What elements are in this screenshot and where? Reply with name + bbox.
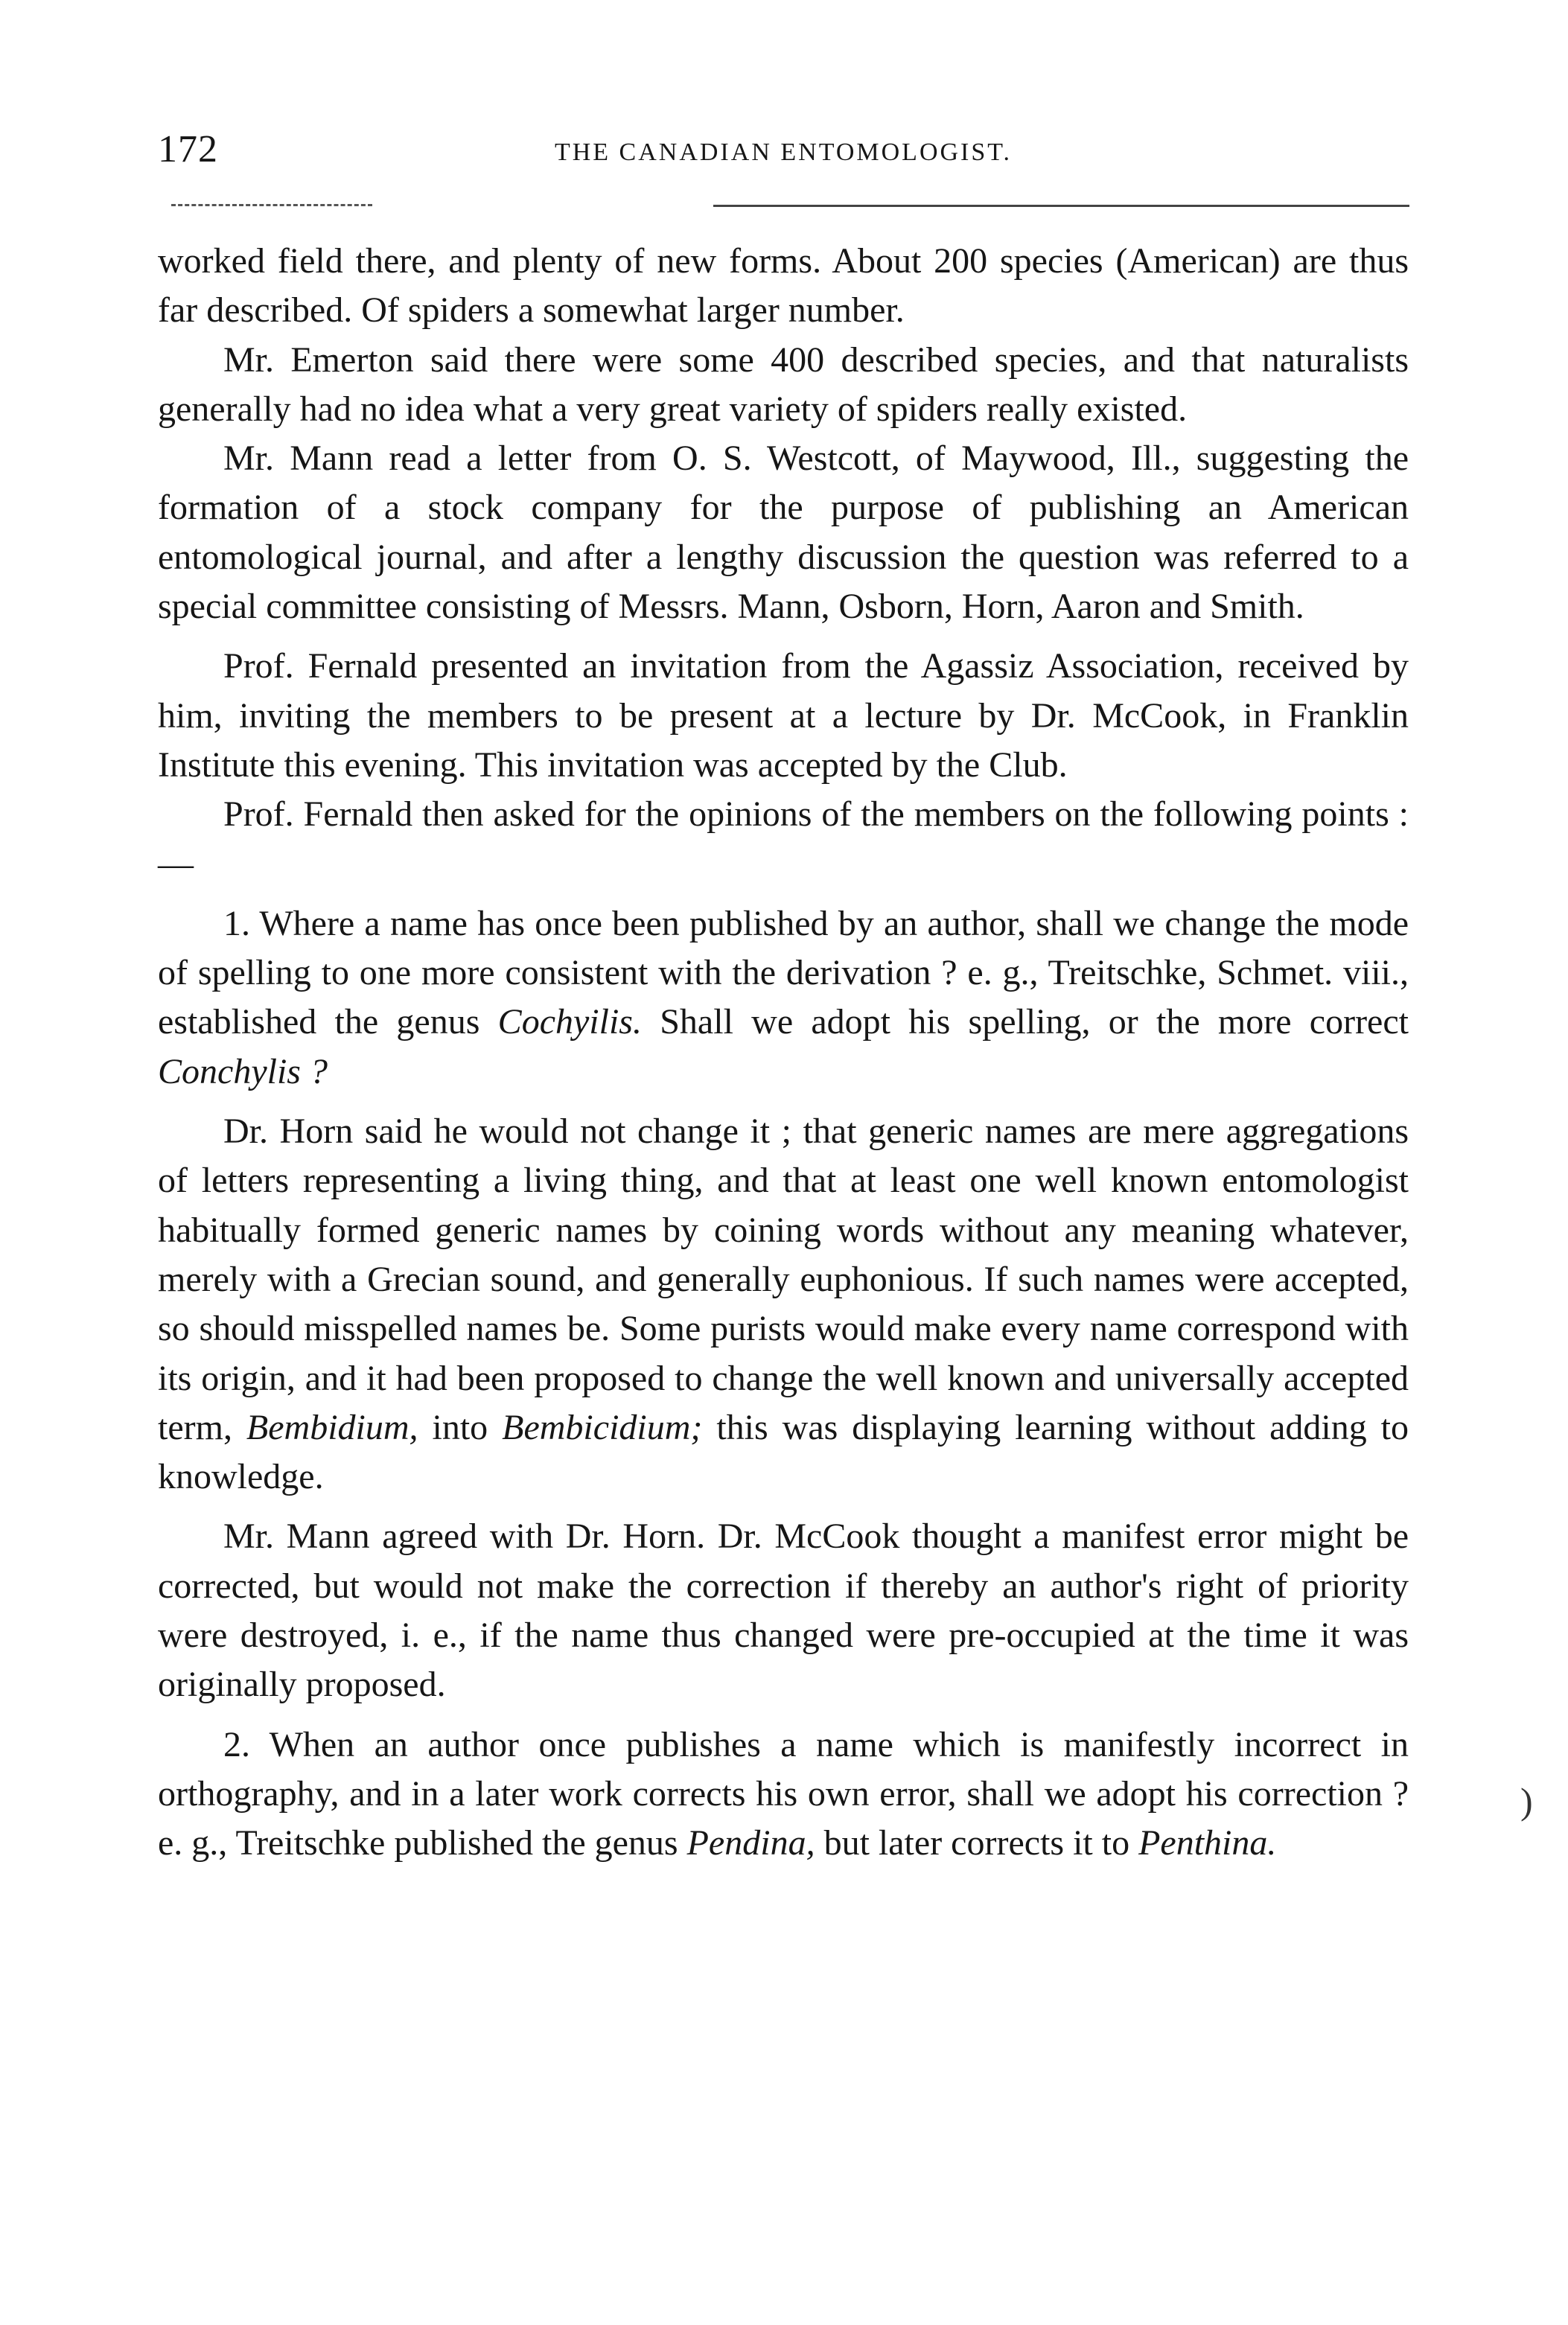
paragraph-question-two (158, 1720, 1409, 1869)
question-two-text: 2. When an author once publishes a name which is manifestly incorrect in orthography, and in a later work corrects his own error, shall we adopt his correction ? e. g., Treitschke published the genus (158, 1724, 1409, 1863)
paragraph-mann-mccook: Mr. Mann agreed with Dr. Horn. Dr. McCook thought a manifest error might be corrected, but would not make the correction if thereby an author's right of priority were destroyed, i. e., if the name thus changed were pre-occupied at the time it was originally proposed. (158, 1516, 1409, 1705)
genus-name: Pendina, (686, 1823, 815, 1863)
paragraph-horn-reply (158, 1107, 1409, 1502)
paragraph-opinions-request: Prof. Fernald then asked for the opinions of the members on the following points :— (158, 794, 1409, 884)
genus-name: Bembidium, (246, 1407, 418, 1447)
horn-reply-text: this was displaying learning without adding to knowledge. (158, 1407, 1409, 1497)
page-number: 172 (158, 128, 218, 170)
paragraph-species-count: worked field there, and plenty of new forms. About 200 species (American) are thus far described. Of spiders a somewhat larger number. (158, 241, 1409, 331)
running-title: THE CANADIAN ENTOMOLOGIST. (554, 138, 1013, 166)
horn-reply-text: Dr. Horn said he would not change it ; that generic names are mere aggregations of letters representing a living thing, and that at least one well known entomologist habitually formed generic names by coining words without any meaning whatever, merely with a Grecian sound, and generally euphonious. If such names were accepted, so should misspelled names be. Some purists would make every name correspond with its origin, and it had been proposed to change the well known and universally accepted term, (158, 1112, 1409, 1447)
question-one-text: Shall we adopt his spelling, or the more correct (641, 1002, 1409, 1042)
horn-reply-text: into (418, 1407, 503, 1447)
paragraph-question-one (158, 899, 1409, 1097)
question-one-text: 1. Where a name has once been published by an author, shall we change the mode of spelling to one more consistent with the derivation ? e. g., Treitschke, Schmet. viii., established the genus (158, 903, 1409, 1042)
margin-bracket-mark: ) (1520, 1780, 1533, 1822)
running-header (158, 125, 1409, 174)
question-two-text: but later corrects it to (815, 1823, 1139, 1863)
genus-name: Cochyilis. (497, 1002, 642, 1042)
paragraph-westcott-letter: Mr. Mann read a letter from O. S. Westcott, of Maywood, Ill., suggesting the formation of a stock company for the purpose of publishing an American entomological journal, and after a lengthy discussion the question was referred to a special committee consisting of Messrs. Mann, Osborn, Horn, Aaron and Smith. (158, 438, 1409, 627)
genus-name: Penthina. (1138, 1823, 1277, 1863)
body-text (158, 237, 1409, 1869)
genus-name: Bembicidium; (502, 1407, 703, 1447)
genus-name: Conchylis ? (158, 1051, 328, 1091)
header-rule-right (713, 205, 1409, 207)
header-rule-left (171, 204, 372, 206)
paragraph-agassiz-invitation: Prof. Fernald presented an invitation from the Agassiz Association, received by him, inviting the members to be present at a lecture by Dr. McCook, in Franklin Institute this evening. This invitation was accepted by the Club. (158, 646, 1409, 785)
paragraph-emerton: Mr. Emerton said there were some 400 described species, and that naturalists generally had no idea what a very great variety of spiders really existed. (158, 339, 1409, 429)
